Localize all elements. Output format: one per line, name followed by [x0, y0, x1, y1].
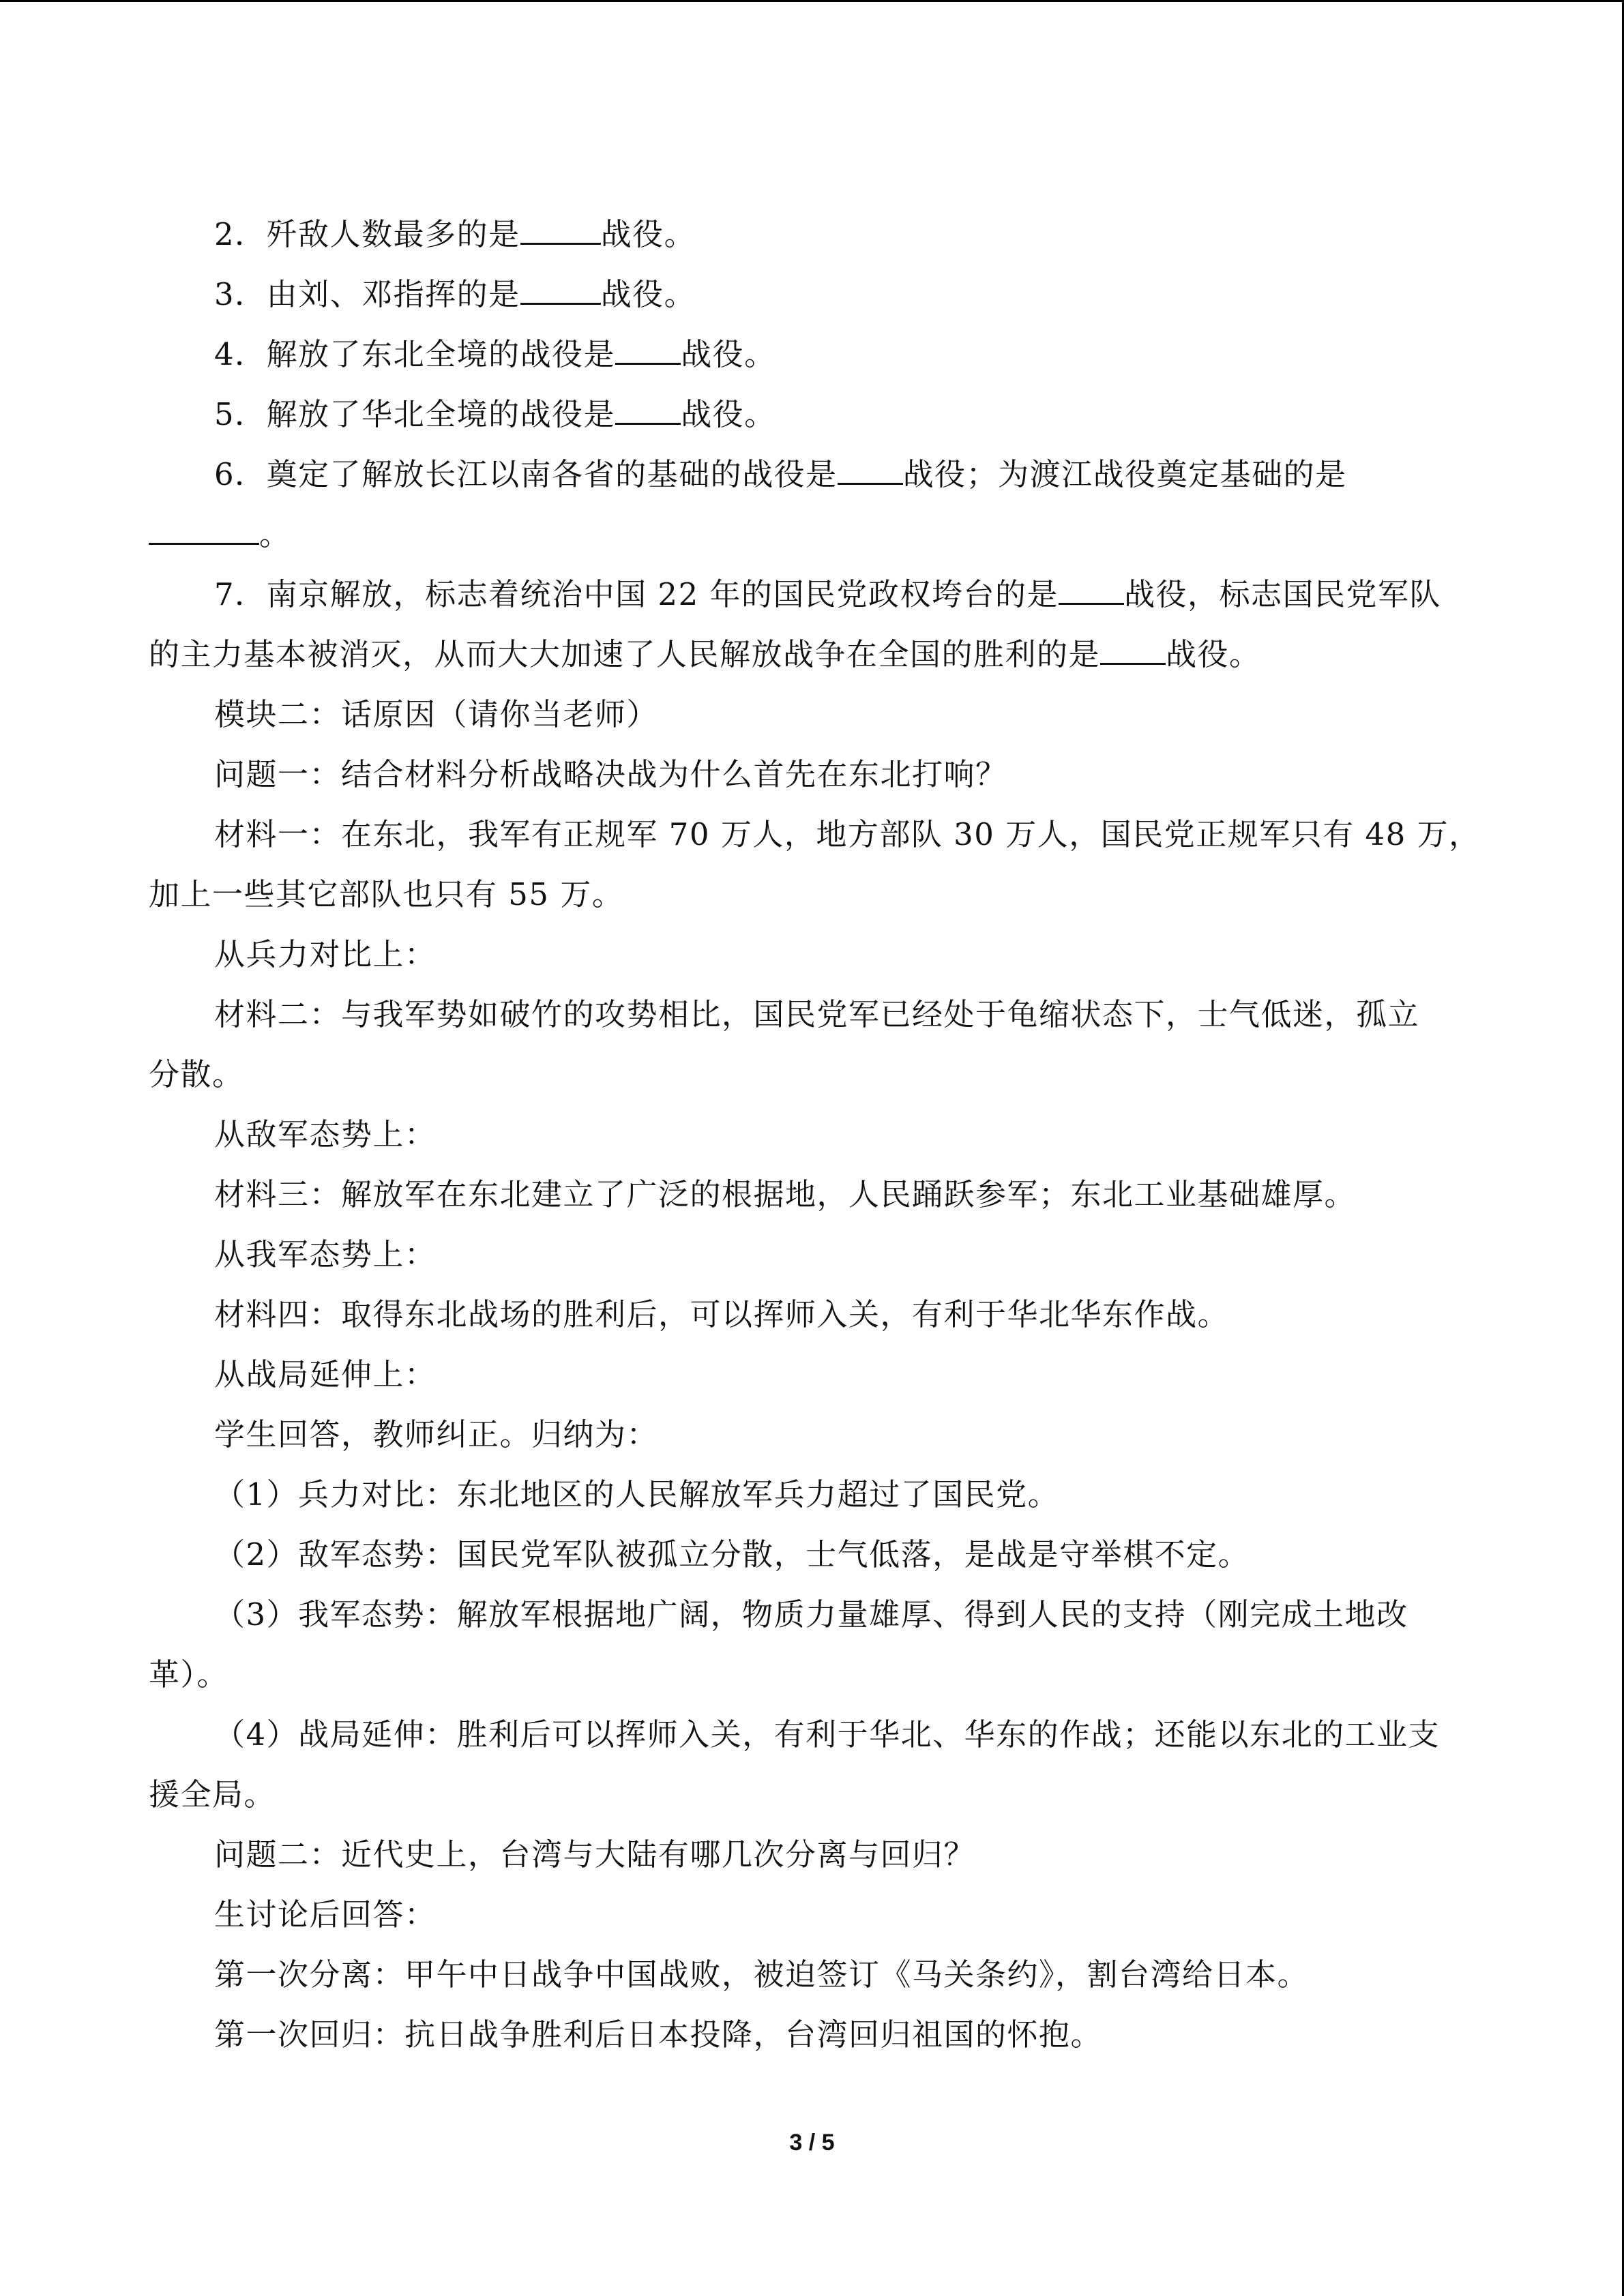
question-text: 7．南京解放，标志着统治中国 22 年的国民党政权垮台的是 — [214, 576, 1059, 612]
answer-blank[interactable] — [520, 271, 601, 305]
question-text: 3．由刘、邓指挥的是 — [214, 276, 520, 312]
answer-blank[interactable] — [838, 451, 903, 485]
question-6-cont — [149, 505, 1479, 565]
prompt-force-comparison: 从兵力对比上： — [214, 936, 437, 972]
discussion-note: 生讨论后回答： — [214, 1896, 437, 1933]
answer-blank[interactable] — [520, 211, 601, 245]
prompt-our-situation: 从我军态势上： — [214, 1236, 437, 1272]
material-2-line1: 材料二：与我军势如破竹的攻势相比，国民党军已经处于龟缩状态下，士气低迷，孤立 — [214, 996, 1420, 1032]
question-7-cont — [149, 625, 1479, 685]
question-text: 2．歼敌人数最多的是 — [214, 216, 520, 252]
question-3 — [149, 265, 1479, 325]
question-text: 4．解放了东北全境的战役是 — [214, 336, 616, 372]
first-separation: 第一次分离：甲午中日战争中国战败，被迫签订《马关条约》，割台湾给日本。 — [214, 1956, 1310, 1993]
question-text: 。 — [259, 516, 291, 552]
material-4: 材料四：取得东北战场的胜利后，可以挥师入关，有利于华北华东作战。 — [214, 1296, 1230, 1332]
answer-3-line1: （3）我军态势：解放军根据地广阔，物质力量雄厚、得到人民的支持（刚完成土地改 — [214, 1596, 1408, 1632]
prompt-war-extension: 从战局延伸上： — [214, 1356, 437, 1392]
question-2 — [149, 205, 1479, 265]
material-1-line1: 材料一：在东北，我军有正规军 70 万人，地方部队 30 万人，国民党正规军只有 48 万， — [214, 816, 1481, 852]
summary-intro: 学生回答，教师纠正。归纳为： — [214, 1416, 659, 1452]
question-6 — [149, 445, 1479, 505]
answer-2: （2）敌军态势：国民党军队被孤立分散，士气低落，是战是守举棋不定。 — [214, 1536, 1250, 1572]
material-3: 材料三：解放军在东北建立了广泛的根据地，人民踊跃参军；东北工业基础雄厚。 — [214, 1176, 1357, 1212]
question-text: 战役。 — [1166, 636, 1261, 672]
question-text: 战役；为渡江战役奠定基础的是 — [902, 456, 1347, 492]
answer-1: （1）兵力对比：东北地区的人民解放军兵力超过了国民党。 — [214, 1476, 1060, 1512]
answer-4-line2: 援全局。 — [149, 1776, 276, 1813]
answer-blank[interactable] — [1059, 571, 1124, 605]
prompt-enemy-situation: 从敌军态势上： — [214, 1116, 437, 1152]
question-text: 的主力基本被消灭，从而大大加速了人民解放战争在全国的胜利的是 — [149, 636, 1101, 672]
answer-3-line2: 革）。 — [149, 1656, 229, 1693]
answer-4-line1: （4）战局延伸：胜利后可以挥师入关，有利于华北、华东的作战；还能以东北的工业支 — [214, 1716, 1441, 1753]
question-text: 战役，标志国民党军队 — [1124, 576, 1442, 612]
question-4 — [149, 325, 1479, 385]
question-text: 战役。 — [681, 396, 776, 432]
answer-blank[interactable] — [615, 331, 681, 365]
question-text: 5．解放了华北全境的战役是 — [214, 396, 616, 432]
question-one: 问题一：结合材料分析战略决战为什么首先在东北打响？ — [214, 756, 1007, 792]
material-2-line2: 分散。 — [149, 1056, 244, 1092]
question-text: 战役。 — [600, 276, 696, 312]
question-text: 战役。 — [681, 336, 776, 372]
page-number: 3 / 5 — [789, 2130, 835, 2156]
question-7 — [149, 565, 1479, 625]
material-1-line2: 加上一些其它部队也只有 55 万。 — [149, 876, 624, 912]
answer-blank[interactable] — [149, 511, 259, 545]
question-5 — [149, 385, 1479, 445]
document-body — [149, 205, 1479, 2065]
question-text: 战役。 — [600, 216, 696, 252]
answer-blank[interactable] — [1100, 631, 1166, 665]
first-return: 第一次回归：抗日战争胜利后日本投降，台湾回归祖国的怀抱。 — [214, 2016, 1103, 2053]
question-two: 问题二：近代史上，台湾与大陆有哪几次分离与回归？ — [214, 1836, 976, 1873]
answer-blank[interactable] — [615, 391, 681, 425]
module-title: 模块二：话原因（请你当老师） — [214, 696, 659, 732]
page-border-top — [0, 0, 1624, 2]
question-text: 6．奠定了解放长江以南各省的基础的战役是 — [214, 456, 838, 492]
